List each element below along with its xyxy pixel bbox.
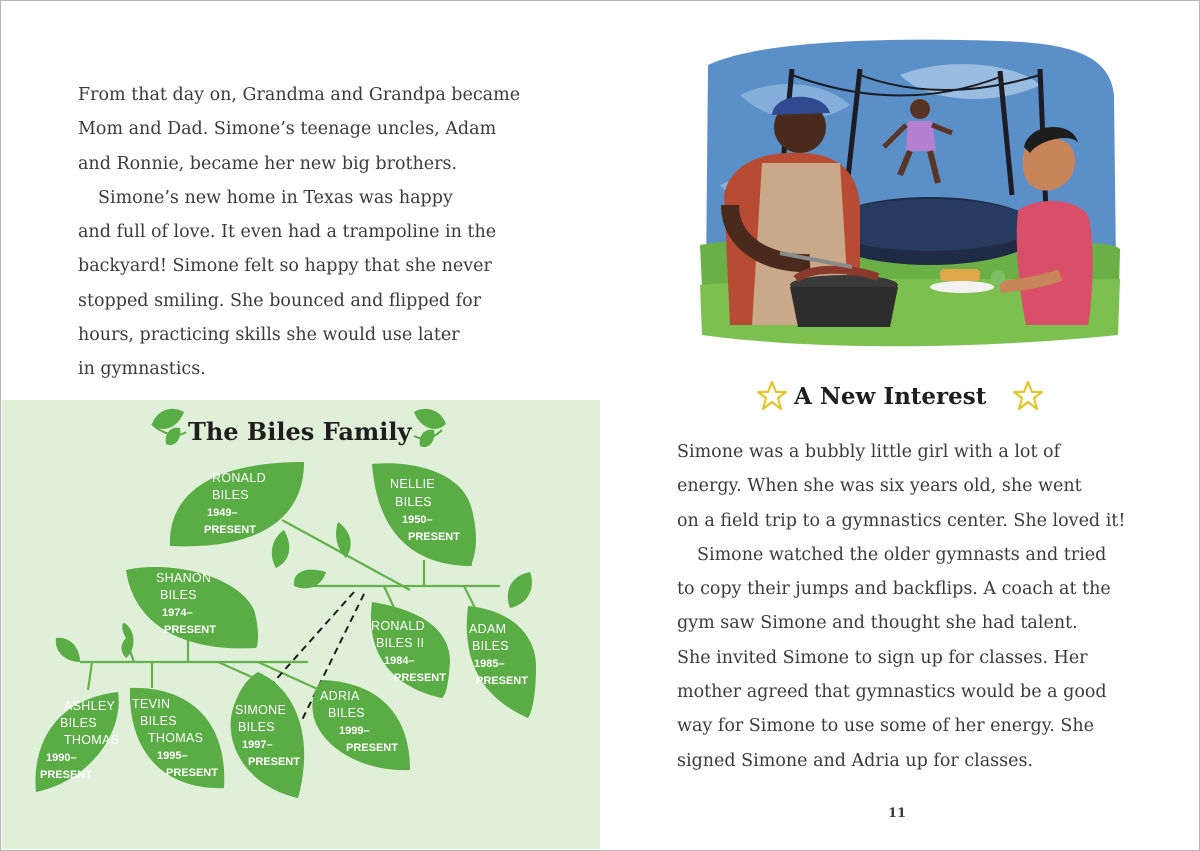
leaf-ronald-biles-ii [371, 602, 450, 698]
text-line: Simone was a bubbly little girl with a lot of [677, 442, 1061, 462]
right-paragraph-2 [677, 538, 1147, 778]
member-dates: PRESENT [248, 756, 300, 768]
left-body-text [78, 78, 558, 387]
member-name: SIMONE [235, 703, 287, 717]
member-dates: 1950– [402, 514, 433, 526]
text-line: energy. When she was six years old, she went [677, 476, 1082, 497]
section-heading [756, 380, 1056, 420]
text-line: Mom and Dad. Simone’s teenage uncles, Adam [78, 119, 497, 140]
member-dates: 1999– [339, 725, 370, 737]
member-name: BILES [140, 714, 177, 728]
text-line: on a field trip to a gymnastics center. She loved it! [677, 510, 1126, 531]
member-dates: PRESENT [408, 531, 460, 543]
family-tree-title: The Biles Family [188, 417, 412, 446]
text-line: stopped smiling. She bounced and flipped for [78, 290, 482, 311]
leaf-nellie-biles [372, 463, 476, 566]
star-icon [756, 380, 788, 412]
member-name: THOMAS [148, 731, 204, 745]
text-line: way for Simone to use some of her energy. She [677, 716, 1095, 737]
member-name: NELLIE [390, 477, 435, 491]
member-dates: 1949– [207, 507, 238, 519]
star-icon [1012, 380, 1044, 412]
member-name: BILES [395, 495, 432, 509]
leaf-tevin-biles-thomas [130, 688, 224, 788]
member-name: BILES [472, 639, 509, 653]
right-paragraph-1 [677, 435, 1147, 538]
member-name: ASHLEY [64, 699, 116, 713]
member-name: SHANON [156, 571, 212, 585]
backyard-illustration [700, 35, 1120, 355]
text-line: to copy their jumps and backflips. A coach at the [677, 579, 1111, 600]
text-line: and full of love. It even had a trampoline in the [78, 222, 497, 243]
member-name: BILES [328, 706, 365, 720]
text-line: gym saw Simone and thought she had talent. [677, 613, 1078, 634]
member-dates: 1984– [384, 655, 415, 667]
text-line: Simone watched the older gymnasts and tried [697, 544, 1107, 565]
text-line: backyard! Simone felt so happy that she never [78, 256, 492, 277]
member-name: BILES [212, 488, 249, 502]
leaf-shanon-biles [126, 567, 258, 648]
member-dates: 1985– [474, 658, 505, 670]
member-name: BILES [160, 588, 197, 602]
member-name: BILES [238, 720, 275, 734]
member-dates: PRESENT [40, 769, 92, 781]
section-title: A New Interest [794, 383, 987, 410]
member-name: ADRIA [320, 689, 360, 703]
member-name: RONALD [371, 619, 425, 633]
member-dates: PRESENT [476, 675, 528, 687]
text-line: mother agreed that gymnastics would be a good [677, 682, 1107, 703]
leaf-adam-biles [467, 606, 536, 718]
member-name: THOMAS [64, 733, 120, 747]
member-dates: PRESENT [394, 672, 446, 684]
leaf-icon [152, 409, 186, 445]
leaf-adria-biles [312, 680, 410, 770]
leaf-ashley-biles-thomas [35, 692, 119, 792]
member-name: BILES II [376, 636, 425, 650]
member-name: ADAM [469, 622, 507, 636]
page-number: 11 [888, 806, 907, 821]
member-name: RONALD [212, 471, 266, 485]
text-line: signed Simone and Adria up for classes. [677, 750, 1034, 771]
member-dates: 1995– [157, 750, 188, 762]
member-dates: 1997– [242, 739, 273, 751]
member-dates: 1974– [162, 607, 193, 619]
left-paragraph-1 [78, 78, 558, 181]
leaf-simone-biles [231, 672, 304, 798]
member-dates: PRESENT [164, 624, 216, 636]
leaf-icon [414, 409, 446, 447]
member-dates: 1990– [46, 752, 77, 764]
member-dates: PRESENT [166, 767, 218, 779]
family-tree-diagram [2, 400, 600, 849]
text-line: From that day on, Grandma and Grandpa became [78, 85, 521, 105]
member-name: BILES [60, 716, 97, 730]
text-line: Simone’s new home in Texas was happy [98, 187, 453, 208]
text-line: in gymnastics. [78, 359, 206, 380]
text-line: and Ronnie, became her new big brothers. [78, 153, 458, 174]
member-name: TEVIN [132, 697, 171, 711]
right-body-text [677, 435, 1147, 778]
text-line: hours, practicing skills she would use later [78, 325, 460, 346]
member-dates: PRESENT [204, 524, 256, 536]
text-line: She invited Simone to sign up for classes. Her [677, 647, 1088, 668]
left-paragraph-2 [78, 181, 558, 387]
member-dates: PRESENT [346, 742, 398, 754]
